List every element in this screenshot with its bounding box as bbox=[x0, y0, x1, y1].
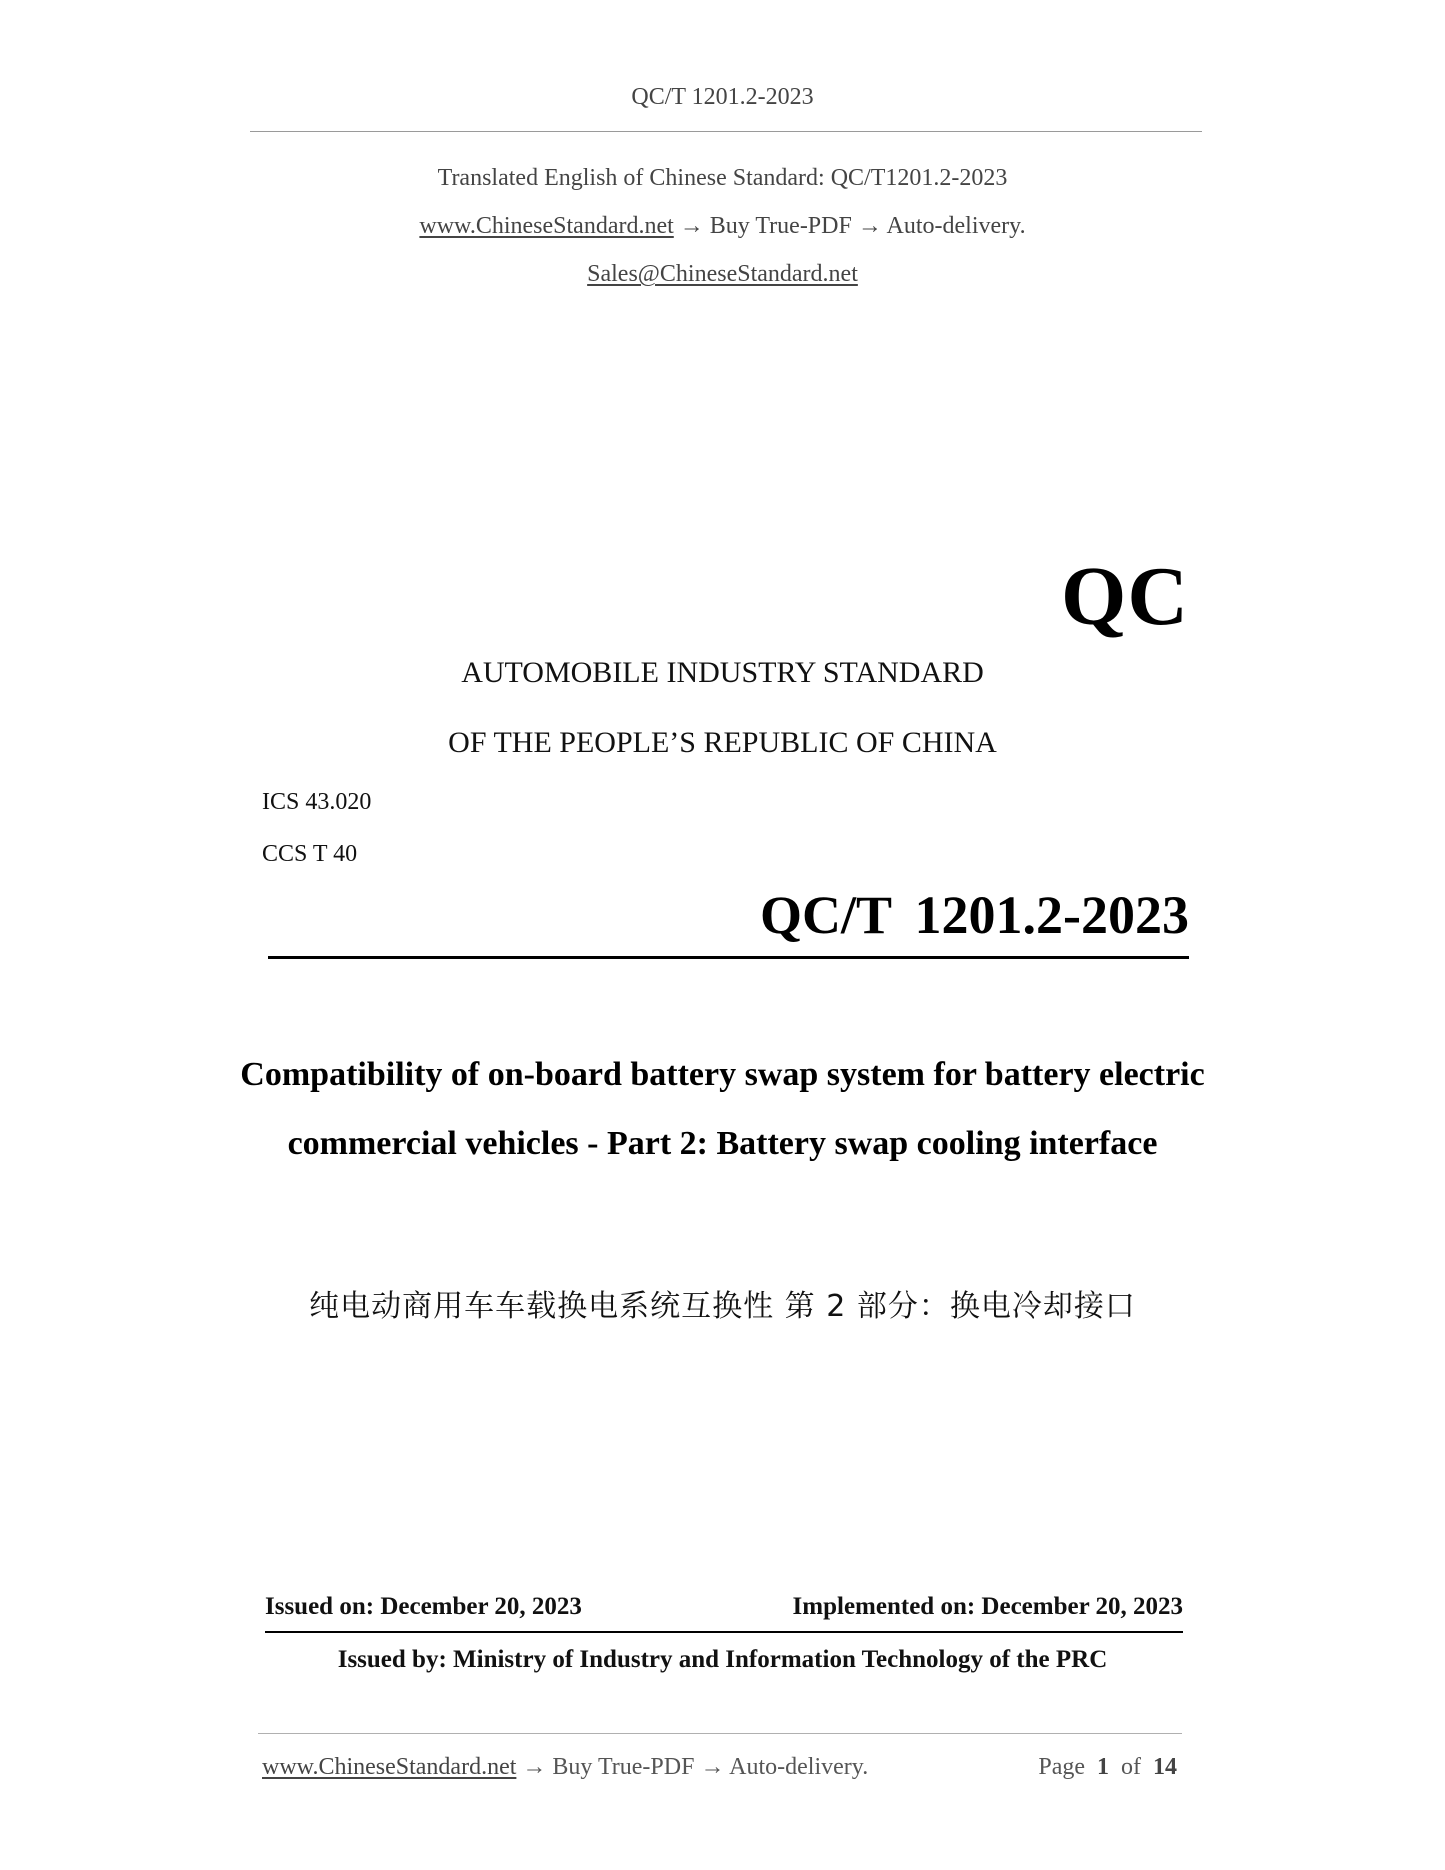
arrow-right-icon: → bbox=[857, 213, 882, 239]
footer-divider bbox=[258, 1733, 1182, 1734]
site-link[interactable]: www.ChineseStandard.net bbox=[419, 213, 674, 239]
header-divider bbox=[250, 131, 1202, 132]
qc-logo: QC bbox=[1061, 550, 1189, 643]
footer-buy-text: Buy True-PDF bbox=[552, 1754, 695, 1780]
issued-on-date: Issued on: December 20, 2023 bbox=[265, 1593, 582, 1620]
email-line bbox=[0, 261, 1445, 288]
standard-type-line1: AUTOMOBILE INDUSTRY STANDARD bbox=[461, 656, 984, 689]
issuer: Issued by: Ministry of Industry and Information Technology of the PRC bbox=[337, 1646, 1108, 1673]
footer-delivery-text: Auto-delivery. bbox=[729, 1754, 869, 1780]
arrow-right-icon: → bbox=[700, 1754, 725, 1780]
translation-notice: Translated English of Chinese Standard: QC/T1201.2-2023 bbox=[437, 165, 1008, 191]
page-current: 1 bbox=[1097, 1754, 1109, 1780]
email-link[interactable]: Sales@ChineseStandard.net bbox=[587, 261, 858, 287]
footer-purchase-line bbox=[262, 1754, 868, 1781]
arrow-right-icon: → bbox=[679, 213, 704, 239]
implemented-on-date: Implemented on: December 20, 2023 bbox=[792, 1593, 1183, 1620]
dates-divider bbox=[265, 1631, 1183, 1633]
arrow-right-icon: → bbox=[522, 1754, 547, 1780]
chinese-title: 纯电动商用车车载换电系统互换性 第 2 部分：换电冷却接口 bbox=[309, 1289, 1136, 1324]
page-total: 14 bbox=[1153, 1754, 1177, 1780]
buy-text: Buy True-PDF bbox=[709, 213, 852, 239]
standard-type-line2: OF THE PEOPLE’S REPUBLIC OF CHINA bbox=[448, 726, 997, 759]
standard-code: QC/T 1201.2-2023 bbox=[759, 885, 1189, 945]
ccs-code: CCS T 40 bbox=[262, 841, 358, 867]
code-divider bbox=[268, 956, 1189, 959]
purchase-line bbox=[0, 213, 1445, 240]
delivery-text: Auto-delivery. bbox=[886, 213, 1026, 239]
running-header: QC/T 1201.2-2023 bbox=[631, 84, 814, 110]
footer-site-link[interactable]: www.ChineseStandard.net bbox=[262, 1754, 517, 1780]
ics-code: ICS 43.020 bbox=[262, 789, 372, 815]
page-indicator bbox=[1038, 1754, 1177, 1781]
page-label: Page bbox=[1038, 1754, 1085, 1780]
page-of: of bbox=[1121, 1754, 1141, 1780]
english-title: Compatibility of on-board battery swap system for battery electric commercial vehicles - Part 2: Battery swap cooling interface bbox=[240, 1056, 1205, 1162]
